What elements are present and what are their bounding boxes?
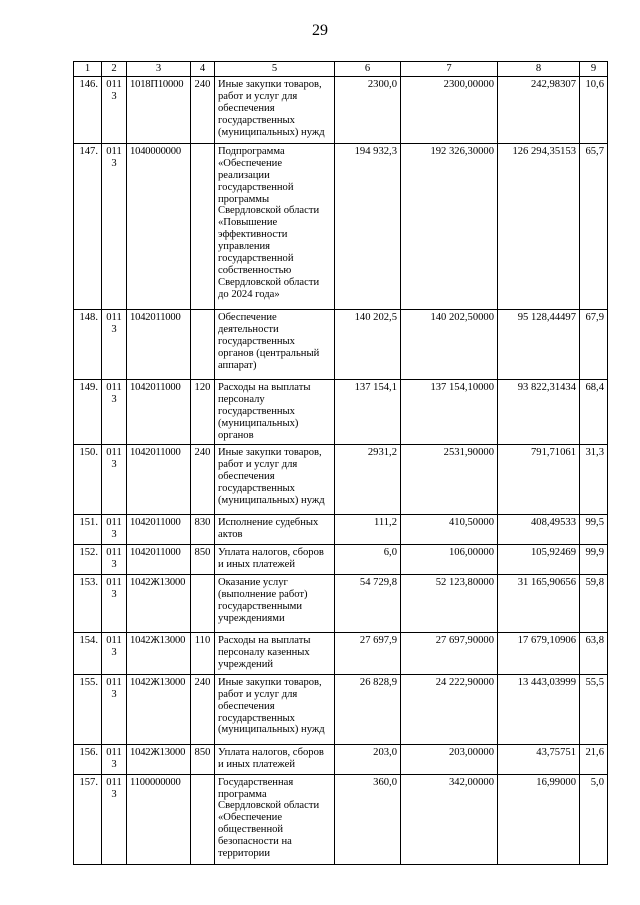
- value-approved: 54 729,8: [335, 575, 401, 633]
- section-code: 0113: [102, 143, 127, 309]
- value-approved: 2300,0: [335, 76, 401, 143]
- row-number: 156.: [74, 744, 102, 774]
- table-row: [74, 545, 608, 575]
- table-row: [74, 744, 608, 774]
- section-code: 0113: [102, 774, 127, 864]
- value-approved: 27 697,9: [335, 633, 401, 675]
- expense-type-code: 120: [191, 379, 215, 445]
- execution-percent: 10,6: [580, 76, 608, 143]
- header-row: [74, 62, 608, 77]
- col-header-5: 5: [215, 62, 335, 77]
- expense-type-code: [191, 143, 215, 309]
- expense-type-code: 240: [191, 445, 215, 515]
- expense-type-code: 830: [191, 515, 215, 545]
- value-refined: 27 697,90000: [401, 633, 498, 675]
- target-code: 1040000000: [127, 143, 191, 309]
- value-approved: 26 828,9: [335, 674, 401, 744]
- col-header-6: 6: [335, 62, 401, 77]
- target-code: 1042011000: [127, 515, 191, 545]
- target-code: 1042011000: [127, 445, 191, 515]
- budget-table: [73, 61, 608, 865]
- value-refined: 342,00000: [401, 774, 498, 864]
- item-name: Уплата налогов, сборов и иных платежей: [215, 744, 335, 774]
- section-code: 0113: [102, 309, 127, 379]
- target-code: 1018П10000: [127, 76, 191, 143]
- item-name: Иные закупки товаров, работ и услуг для обеспечения государственных (муниципальных) нужд: [215, 674, 335, 744]
- expense-type-code: 240: [191, 76, 215, 143]
- table-row: [74, 143, 608, 309]
- col-header-7: 7: [401, 62, 498, 77]
- value-refined: 106,00000: [401, 545, 498, 575]
- target-code: 1042Ж13000: [127, 575, 191, 633]
- table-row: [74, 76, 608, 143]
- expense-type-code: 850: [191, 744, 215, 774]
- section-code: 0113: [102, 744, 127, 774]
- execution-percent: 31,3: [580, 445, 608, 515]
- value-refined: 24 222,90000: [401, 674, 498, 744]
- value-executed: 17 679,10906: [498, 633, 580, 675]
- col-header-4: 4: [191, 62, 215, 77]
- value-approved: 360,0: [335, 774, 401, 864]
- item-name: Расходы на выплаты персоналу казенных учреждений: [215, 633, 335, 675]
- col-header-1: 1: [74, 62, 102, 77]
- value-approved: 194 932,3: [335, 143, 401, 309]
- row-number: 157.: [74, 774, 102, 864]
- value-approved: 137 154,1: [335, 379, 401, 445]
- row-number: 151.: [74, 515, 102, 545]
- col-header-8: 8: [498, 62, 580, 77]
- value-executed: 95 128,44497: [498, 309, 580, 379]
- execution-percent: 65,7: [580, 143, 608, 309]
- col-header-2: 2: [102, 62, 127, 77]
- execution-percent: 5,0: [580, 774, 608, 864]
- value-refined: 192 326,30000: [401, 143, 498, 309]
- value-approved: 2931,2: [335, 445, 401, 515]
- value-executed: 16,99000: [498, 774, 580, 864]
- value-approved: 203,0: [335, 744, 401, 774]
- section-code: 0113: [102, 633, 127, 675]
- expense-type-code: [191, 575, 215, 633]
- section-code: 0113: [102, 445, 127, 515]
- row-number: 152.: [74, 545, 102, 575]
- expense-type-code: 850: [191, 545, 215, 575]
- expense-type-code: [191, 774, 215, 864]
- item-name: Обеспечение деятельности государственных органов (центральный аппарат): [215, 309, 335, 379]
- col-header-9: 9: [580, 62, 608, 77]
- target-code: 1042011000: [127, 309, 191, 379]
- target-code: 1042011000: [127, 545, 191, 575]
- page-number: 29: [312, 22, 328, 39]
- item-name: Иные закупки товаров, работ и услуг для обеспечения государственных (муниципальных) нужд: [215, 445, 335, 515]
- value-executed: 126 294,35153: [498, 143, 580, 309]
- item-name: Исполнение судебных актов: [215, 515, 335, 545]
- row-number: 147.: [74, 143, 102, 309]
- value-refined: 137 154,10000: [401, 379, 498, 445]
- execution-percent: 59,8: [580, 575, 608, 633]
- execution-percent: 67,9: [580, 309, 608, 379]
- row-number: 149.: [74, 379, 102, 445]
- table-row: [74, 379, 608, 445]
- item-name: Государственная программа Свердловской области «Обеспечение общественной безопасности на территории: [215, 774, 335, 864]
- item-name: Уплата налогов, сборов и иных платежей: [215, 545, 335, 575]
- section-code: 0113: [102, 674, 127, 744]
- value-executed: 43,75751: [498, 744, 580, 774]
- item-name: Расходы на выплаты персоналу государственных (муниципальных) органов: [215, 379, 335, 445]
- value-executed: 105,92469: [498, 545, 580, 575]
- value-approved: 6,0: [335, 545, 401, 575]
- item-name: Иные закупки товаров, работ и услуг для обеспечения государственных (муниципальных) нужд: [215, 76, 335, 143]
- table-row: [74, 674, 608, 744]
- section-code: 0113: [102, 545, 127, 575]
- col-header-3: 3: [127, 62, 191, 77]
- expense-type-code: [191, 309, 215, 379]
- section-code: 0113: [102, 379, 127, 445]
- expense-type-code: 110: [191, 633, 215, 675]
- value-refined: 52 123,80000: [401, 575, 498, 633]
- row-number: 150.: [74, 445, 102, 515]
- value-executed: 791,71061: [498, 445, 580, 515]
- target-code: 1042Ж13000: [127, 633, 191, 675]
- value-refined: 2300,00000: [401, 76, 498, 143]
- row-number: 146.: [74, 76, 102, 143]
- execution-percent: 21,6: [580, 744, 608, 774]
- target-code: 1100000000: [127, 774, 191, 864]
- value-executed: 31 165,90656: [498, 575, 580, 633]
- table-row: [74, 774, 608, 864]
- value-executed: 408,49533: [498, 515, 580, 545]
- value-approved: 111,2: [335, 515, 401, 545]
- value-refined: 203,00000: [401, 744, 498, 774]
- target-code: 1042Ж13000: [127, 744, 191, 774]
- execution-percent: 63,8: [580, 633, 608, 675]
- value-executed: 93 822,31434: [498, 379, 580, 445]
- row-number: 148.: [74, 309, 102, 379]
- expense-type-code: 240: [191, 674, 215, 744]
- table-row: [74, 633, 608, 675]
- execution-percent: 99,9: [580, 545, 608, 575]
- row-number: 153.: [74, 575, 102, 633]
- table-row: [74, 445, 608, 515]
- row-number: 155.: [74, 674, 102, 744]
- target-code: 1042011000: [127, 379, 191, 445]
- value-executed: 242,98307: [498, 76, 580, 143]
- table-row: [74, 515, 608, 545]
- execution-percent: 99,5: [580, 515, 608, 545]
- item-name: Подпрограмма «Обеспечение реализации государственной программы Свердловской области «Повышение эффективности управления государственной собственностью Свердловской области до 2024 года»: [215, 143, 335, 309]
- row-number: 154.: [74, 633, 102, 675]
- target-code: 1042Ж13000: [127, 674, 191, 744]
- value-refined: 2531,90000: [401, 445, 498, 515]
- table-row: [74, 575, 608, 633]
- item-name: Оказание услуг (выполнение работ) государственными учреждениями: [215, 575, 335, 633]
- value-executed: 13 443,03999: [498, 674, 580, 744]
- section-code: 0113: [102, 515, 127, 545]
- value-refined: 410,50000: [401, 515, 498, 545]
- section-code: 0113: [102, 76, 127, 143]
- value-refined: 140 202,50000: [401, 309, 498, 379]
- execution-percent: 55,5: [580, 674, 608, 744]
- execution-percent: 68,4: [580, 379, 608, 445]
- section-code: 0113: [102, 575, 127, 633]
- value-approved: 140 202,5: [335, 309, 401, 379]
- table-row: [74, 309, 608, 379]
